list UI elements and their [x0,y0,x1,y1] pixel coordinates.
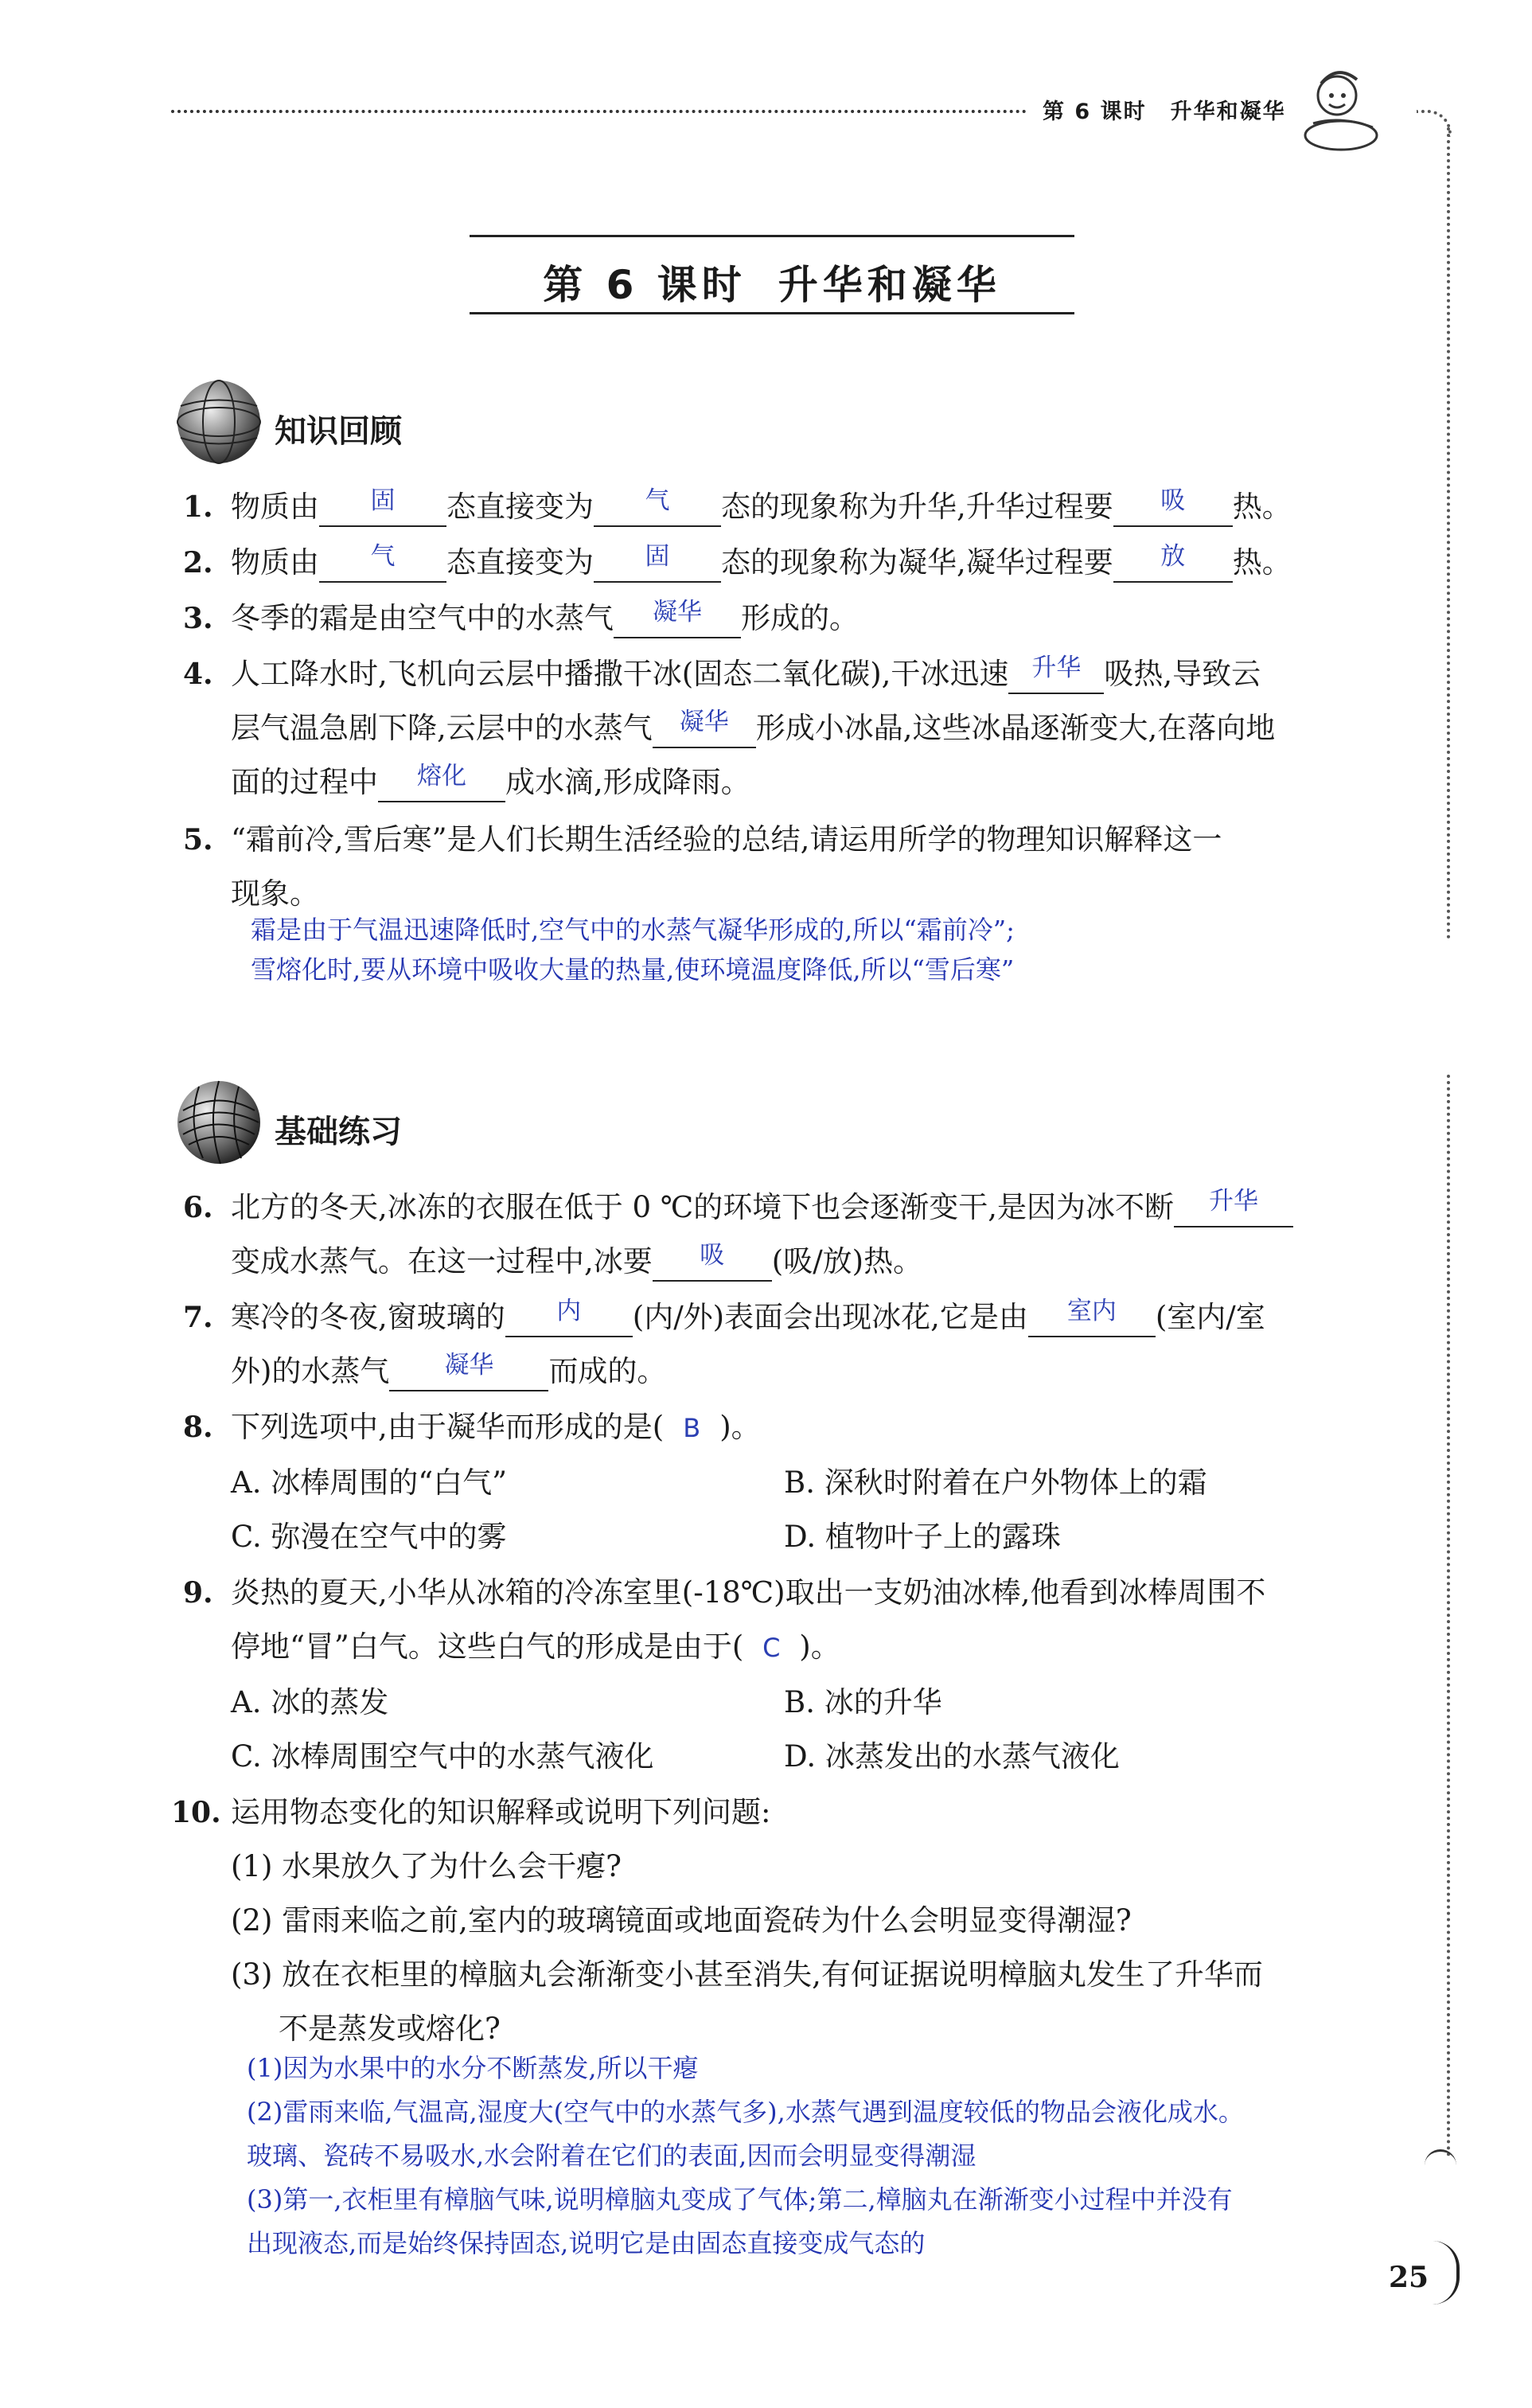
q7-blank-1: 内 [505,1301,633,1337]
q8-option-c: C. 弥漫在空气中的雾 [231,1520,507,1554]
q4-blank-1: 升华 [1008,658,1104,694]
q2-blank-3: 放 [1113,546,1233,583]
q10-answer-4: (3)第一,衣柜里有樟脑气味,说明樟脑丸变成了气体;第二,樟脑丸在渐渐变小过程中并没有 [247,2184,1233,2215]
striped-ball-icon [171,1075,267,1170]
q6-blank-1: 升华 [1174,1191,1293,1227]
lesson-title-box [470,235,1074,314]
q7-number: 7. [183,1301,213,1334]
q2-blank-1: 气 [319,546,446,583]
side-dotted-border-bottom [1447,1075,1450,2157]
q6-line-2: 变成水蒸气。在这一过程中,冰要 吸 (吸/放)热。 [231,1242,922,1282]
q6-line-1: 北方的冬天,冰冻的衣服在低于 0 ℃的环境下也会逐渐变干,是因为冰不断 升华 [231,1188,1293,1227]
q10-number: 10. [171,1796,221,1829]
q1-line: 物质由 固 态直接变为 气 态的现象称为升华,升华过程要 吸 热。 [231,487,1292,527]
title-topic: 升华和凝华 [778,262,1001,308]
q9-option-b: B. 冰的升华 [784,1685,942,1719]
q6-number: 6. [183,1191,213,1224]
q10-sub-2: (2) 雷雨来临之前,室内的玻璃镜面或地面瓷砖为什么会明显变得潮湿? [231,1903,1132,1938]
q9-option-c: C. 冰棒周围空气中的水蒸气液化 [231,1739,654,1774]
side-dotted-border-top [1447,127,1450,939]
q10-stem: 运用物态变化的知识解释或说明下列问题: [231,1795,771,1829]
header-dotted-rule [171,110,1027,113]
q10-answer-3: 玻璃、瓷砖不易吸水,水会附着在它们的表面,因而会明显变得潮湿 [247,2141,977,2171]
q9-option-a: A. 冰的蒸发 [231,1685,389,1719]
q8-stem: 下列选项中,由于凝华而形成的是( B )。 [231,1410,761,1444]
q4-line-1: 人工降水时,飞机向云层中播撒干冰(固态二氧化碳),干冰迅速 升华 吸热,导致云 [231,654,1261,694]
q1-blank-3: 吸 [1113,490,1233,527]
q9-option-d: D. 冰蒸发出的水蒸气液化 [784,1739,1120,1774]
q4-blank-2: 凝华 [653,712,756,748]
q10-sub-3b: 不是蒸发或熔化? [279,2012,501,2046]
q4-line-2: 层气温急剧下降,云层中的水蒸气 凝华 形成小冰晶,这些冰晶逐渐变大,在落向地 [231,708,1275,748]
q10-answer-5: 出现液态,而是始终保持固态,说明它是由固态直接变成气态的 [247,2228,926,2258]
q7-blank-3: 凝华 [389,1355,548,1391]
q4-line-3: 面的过程中 熔化 成水滴,形成降雨。 [231,763,750,802]
q4-number: 4. [183,658,213,691]
q9-answer: C [762,1633,781,1663]
q9-line-1: 炎热的夏天,小华从冰箱的冷冻室里(-18℃)取出一支奶油冰棒,他看到冰棒周围不 [231,1575,1266,1610]
running-header [1043,94,1310,125]
page-number-bracket [1433,2241,1460,2305]
q2-line: 物质由 气 态直接变为 固 态的现象称为凝华,凝华过程要 放 热。 [231,543,1292,583]
q8-answer: B [683,1413,701,1443]
header-topic: 升华和凝华 [1170,100,1286,124]
side-border-end-arc [1425,2149,1456,2168]
q5-answer-1: 霜是由于气温迅速降低时,空气中的水蒸气凝华形成的,所以“霜前冷”; [251,915,1015,945]
cartoon-mascot-icon [1297,60,1385,163]
q10-answer-2: (2)雷雨来临,气温高,湿度大(空气中的水蒸气多),水蒸气遇到温度较低的物品会液化成水。 [247,2097,1244,2127]
q4-blank-3: 熔化 [378,766,505,802]
q7-line-1: 寒冷的冬夜,窗玻璃的 内 (内/外)表面会出现冰花,它是由 室内 (室内/室 [231,1298,1265,1337]
q10-sub-3a: (3) 放在衣柜里的樟脑丸会渐渐变小甚至消失,有何证据说明樟脑丸发生了升华而 [231,1957,1263,1992]
q6-blank-2: 吸 [653,1245,772,1282]
q3-number: 3. [183,602,213,635]
q7-line-2: 外)的水蒸气 凝华 而成的。 [231,1352,666,1391]
q5-line-2: 现象。 [231,876,319,911]
globe-icon [171,374,267,470]
q3-blank-1: 凝华 [614,602,741,638]
q8-option-b: B. 深秋时附着在户外物体上的霜 [784,1465,1207,1500]
q3-line: 冬季的霜是由空气中的水蒸气 凝华 形成的。 [231,599,859,638]
q1-blank-2: 气 [594,490,721,527]
lesson-title [470,253,1074,310]
title-lesson: 第 6 课时 [543,262,747,308]
q2-number: 2. [183,546,213,580]
q5-line-1: “霜前冷,雪后寒”是人们长期生活经验的总结,请运用所学的物理知识解释这一 [231,822,1222,857]
section-title-review: 知识回顾 [275,413,402,450]
q5-number: 5. [183,823,213,857]
q1-number: 1. [183,490,213,524]
q10-sub-1: (1) 水果放久了为什么会干瘪? [231,1849,622,1883]
q8-option-d: D. 植物叶子上的露珠 [784,1520,1061,1554]
q7-blank-2: 室内 [1028,1301,1156,1337]
q9-line-2: 停地“冒”白气。这些白气的形成是由于( C )。 [231,1629,840,1664]
q10-answer-1: (1)因为水果中的水分不断蒸发,所以干瘪 [247,2053,699,2083]
section-title-practice: 基础练习 [275,1114,402,1150]
q5-answer-2: 雪熔化时,要从环境中吸收大量的热量,使环境温度降低,所以“雪后寒” [251,954,1015,985]
q8-number: 8. [183,1411,213,1444]
q9-number: 9. [183,1576,213,1610]
q8-option-a: A. 冰棒周围的“白气” [231,1465,508,1500]
page-number: 25 [1389,2261,1429,2294]
q1-blank-1: 固 [319,490,446,527]
q2-blank-2: 固 [594,546,721,583]
header-lesson: 第 6 课时 [1043,100,1147,124]
